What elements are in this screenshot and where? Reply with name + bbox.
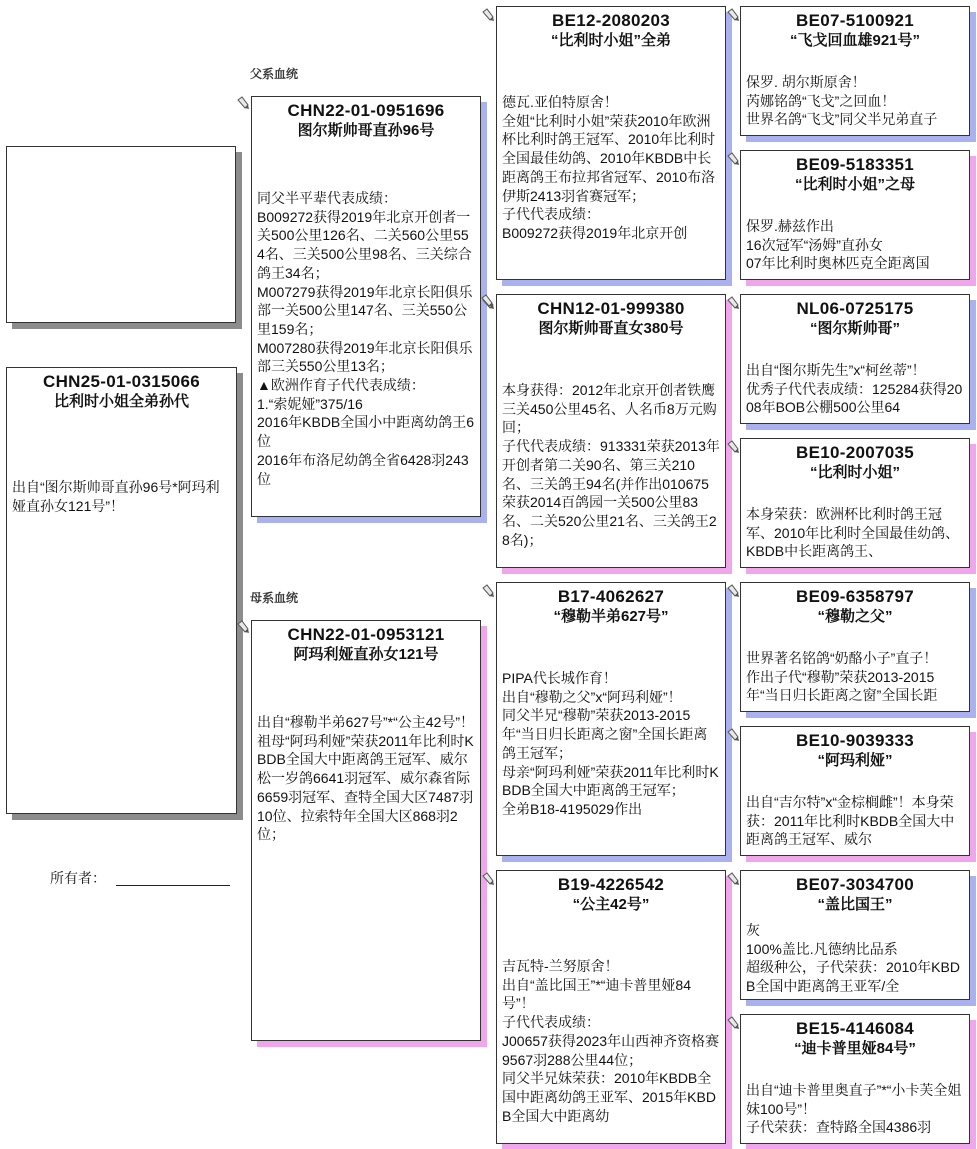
pigeon-name: “飞戈回血雄921号” [789, 32, 921, 49]
description-line: 保罗. 胡尔斯原舍！ [746, 74, 866, 90]
description-line: B009272获得2019年北京开创 [502, 224, 688, 241]
ring-number: CHN25-01-0315066 [43, 372, 200, 391]
description-line: 世界著名铭鸽“奶酪小子”直子！ [746, 650, 938, 666]
dam-card [251, 620, 481, 1041]
pigeon-name: “比利时小姐”之母 [794, 176, 915, 193]
edit-pencil-icon[interactable] [481, 8, 495, 22]
edit-pencil-icon[interactable] [726, 1016, 740, 1030]
description-line: 作出子代“穆勒”荣获2013-2015年“当日归长距离之窗”全国长距 [746, 668, 938, 704]
great-grand-sire-card [740, 582, 970, 712]
description-line: PIPA代长城作育！ [502, 670, 617, 686]
description-line: 07年比利时奥林匹克全距离国 [746, 255, 930, 272]
description-line: 出自“图尔斯先生”x“柯丝蒂”！ [746, 362, 926, 378]
edit-pencil-icon[interactable] [726, 728, 740, 742]
pigeon-name: “比利时小姐” [809, 464, 900, 481]
pigeon-description [746, 73, 965, 129]
description-line: 出自“吉尔特”x“金棕榈雌”！本身荣获：2011年比利时KBDB全国大中距离鸽王冠军、威尔 [746, 794, 955, 848]
pigeon-name: “公主42号” [572, 896, 650, 913]
great-grand-sire-card [740, 870, 970, 1000]
great-grand-dam-card [740, 726, 970, 856]
description-line: M007279获得2019年北京长阳俱乐部一关500公里147名、三关550公里159名； [257, 283, 473, 337]
pigeon-description [502, 93, 721, 243]
pigeon-description [257, 713, 476, 844]
description-line: 出自“穆勒之父”x“阿玛利娅”！ [502, 688, 682, 705]
edit-pencil-icon[interactable] [481, 872, 495, 886]
description-line: 祖母“阿玛利娅”荣获2011年比利时KBDB全国大中距离鸽王冠军、威尔松一岁鸽6641羽冠军、威尔森省际6659羽冠军、查特全国大区7487羽10位、拉索特年全国大区868羽2位； [257, 732, 474, 843]
description-line: 世界名鸽“飞戈”同父半兄弟直子 [746, 111, 938, 128]
pigeon-description [502, 669, 721, 819]
pigeon-name: “穆勒半弟627号” [553, 608, 669, 625]
ring-number: B19-4226542 [557, 875, 665, 894]
description-line: 子代代表成绩： [502, 206, 600, 223]
description-line: 同父半平辈代表成绩： [257, 190, 397, 206]
pigeon-name: “穆勒之父” [817, 608, 893, 625]
description-line: 本身获得：2012年北京开创者铁鹰三关450公里45名、人名币8万元购回； [502, 382, 717, 436]
pigeon-description [746, 921, 965, 996]
description-line: 子代代表成绩：913331荣获2013年开创者第二关90名、第三关210名、三关鸽王94名(并作出010675荣获2014百鸽园一关500公里83名、二关520公里21名、三关鸽王28名)； [502, 438, 720, 548]
ring-number: BE07-5100921 [796, 11, 914, 30]
ring-number: BE09-6358797 [796, 587, 914, 606]
description-line: 同父半兄妹荣获：2010年KBDB全国中距离幼鸽王亚军、2015年KBDB全国大中距离幼 [502, 1070, 716, 1124]
description-line: 16次冠军“汤姆”直孙女 [746, 236, 883, 253]
pigeon-name: 阿玛利娅直孙女121号 [293, 646, 439, 663]
description-line: 100%盖比.凡德纳比品系 [746, 940, 898, 957]
description-line: 德瓦.亚伯特原舍！ [502, 94, 618, 110]
ring-number: BE12-2080203 [552, 11, 670, 30]
pigeon-description [502, 957, 721, 1125]
pigeon-name: “迪卡普里娅84号” [794, 1040, 916, 1057]
great-grand-dam-card [740, 150, 970, 280]
great-grand-dam-card [740, 1014, 970, 1144]
photo-box [6, 146, 236, 323]
great-grand-dam-card [740, 438, 970, 568]
description-line: 出自“图尔斯帅哥直孙96号*阿玛利娅直孙女121号”！ [12, 479, 220, 514]
subject-card [6, 367, 237, 814]
ring-number: BE07-3034700 [796, 875, 914, 894]
ring-number: NL06-0725175 [796, 299, 914, 318]
grand-dam-card [496, 870, 726, 1144]
description-line: 芮娜铭鸽“飞戈”之回血！ [746, 92, 896, 109]
description-line: 灰 [746, 922, 760, 938]
description-line: 优秀子代代表成绩：125284获得2008年BOB公棚500公里64 [746, 380, 963, 416]
description-line: 超级种公，子代荣获：2010年KBDB全国中距离鸽王亚军/全 [746, 959, 960, 995]
pigeon-description [746, 217, 965, 273]
owner-label: 所有者： [50, 870, 106, 886]
pigeon-description [502, 381, 721, 549]
pigeon-description [12, 478, 232, 515]
description-line: 同父半兄“穆勒”荣获2013-2015年“当日归长距离之窗”全国长距离鸽王冠军； [502, 707, 708, 761]
pigeon-name: 比利时小姐全弟孙代 [53, 393, 189, 410]
ring-number: B17-4062627 [557, 587, 665, 606]
sire-line-label: 父系血统 [250, 67, 299, 81]
sire-card [251, 96, 481, 517]
edit-pencil-icon[interactable] [726, 296, 740, 310]
description-line: 全姐“比利时小姐”荣获2010年欧洲杯比利时鸽王冠军、2010年比利时全国最佳幼鸽、2010年KBDB中长距离鸽王布拉邦省冠军、2010布洛伊斯2413羽省赛冠军； [502, 112, 716, 204]
edit-pencil-icon[interactable] [726, 152, 740, 166]
ring-number: BE09-5183351 [796, 155, 914, 174]
owner-field[interactable] [116, 885, 230, 886]
ring-number: CHN12-01-999380 [537, 299, 685, 318]
pigeon-name: 图尔斯帅哥直女380号 [538, 320, 684, 337]
description-line: J00657获得2023年山西神齐资格赛9567羽288公里44位； [502, 1032, 720, 1068]
description-line: 出自“迪卡普里奥直子”*“小卡芙全姐妹100号”！ [746, 1082, 962, 1117]
dam-line-label: 母系血统 [250, 591, 299, 605]
edit-pencil-icon[interactable] [236, 620, 250, 634]
description-line: 吉瓦特-兰努原舍！ [502, 958, 619, 974]
description-line: 2016年KBDB全国小中距离幼鸽王6位 [257, 414, 475, 450]
grand-dam-card [496, 294, 726, 568]
pigeon-description [746, 793, 965, 849]
pigeon-name: 图尔斯帅哥直孙96号 [297, 122, 435, 139]
ring-number: CHN22-01-0951696 [287, 101, 445, 120]
description-line: 出自“盖比国王”*“迪卡普里娅84号”！ [502, 976, 692, 1012]
great-grand-sire-card [740, 6, 970, 136]
edit-pencil-icon[interactable] [480, 294, 494, 308]
grand-sire-card [496, 582, 726, 856]
edit-pencil-icon[interactable] [726, 440, 740, 454]
description-line: 1.“索妮娅”375/16 [257, 395, 363, 412]
edit-pencil-icon[interactable] [726, 872, 740, 886]
grand-sire-card [496, 6, 726, 280]
pigeon-description [746, 505, 965, 561]
great-grand-sire-card [740, 294, 970, 424]
ring-number: BE10-9039333 [796, 731, 914, 750]
description-line: 保罗.赫兹作出 [746, 218, 834, 234]
ring-number: BE10-2007035 [796, 443, 914, 462]
ring-number: CHN22-01-0953121 [287, 625, 445, 644]
pigeon-name: “盖比国王” [817, 896, 893, 913]
description-line: B009272获得2019年北京开创者一关500公里126名、二关560公里554名、三关500公里98名、三关综合鸽王34名； [257, 208, 472, 281]
ring-number: BE15-4146084 [796, 1019, 914, 1038]
pigeon-description [746, 649, 965, 705]
description-line: 全弟B18-4195029作出 [502, 800, 643, 817]
description-line: ▲欧洲作育子代代表成绩： [257, 377, 425, 394]
description-line: 子代荣获：查特路全国4386羽 [746, 1119, 932, 1136]
description-line: 2016年布洛尼幼鸽全省6428羽243位 [257, 451, 469, 487]
description-line: M007280获得2019年北京长阳俱乐部三关550公里13名； [257, 339, 473, 375]
edit-pencil-icon[interactable] [481, 584, 495, 598]
pigeon-description [746, 361, 965, 417]
description-line: 子代代表成绩： [502, 1014, 600, 1031]
pigeon-name: “比利时小姐”全弟 [550, 32, 671, 49]
description-line: 本身荣获：欧洲杯比利时鸽王冠军、2010年比利时全国最佳幼鸽、KBDB中长距离鸽王、 [746, 506, 960, 560]
pigeon-name: “阿玛利娅” [817, 752, 893, 769]
edit-pencil-icon[interactable] [726, 8, 740, 22]
pigeon-description [257, 189, 476, 488]
description-line: 出自“穆勒半弟627号”*“公主42号”！ [257, 714, 475, 730]
pigeon-description [746, 1081, 965, 1137]
edit-pencil-icon[interactable] [726, 584, 740, 598]
edit-pencil-icon[interactable] [236, 96, 250, 110]
description-line: 母亲“阿玛利娅”荣获2011年比利时KBDB全国大中距离鸽王冠军； [502, 763, 719, 799]
pigeon-name: “图尔斯帅哥” [809, 320, 900, 337]
